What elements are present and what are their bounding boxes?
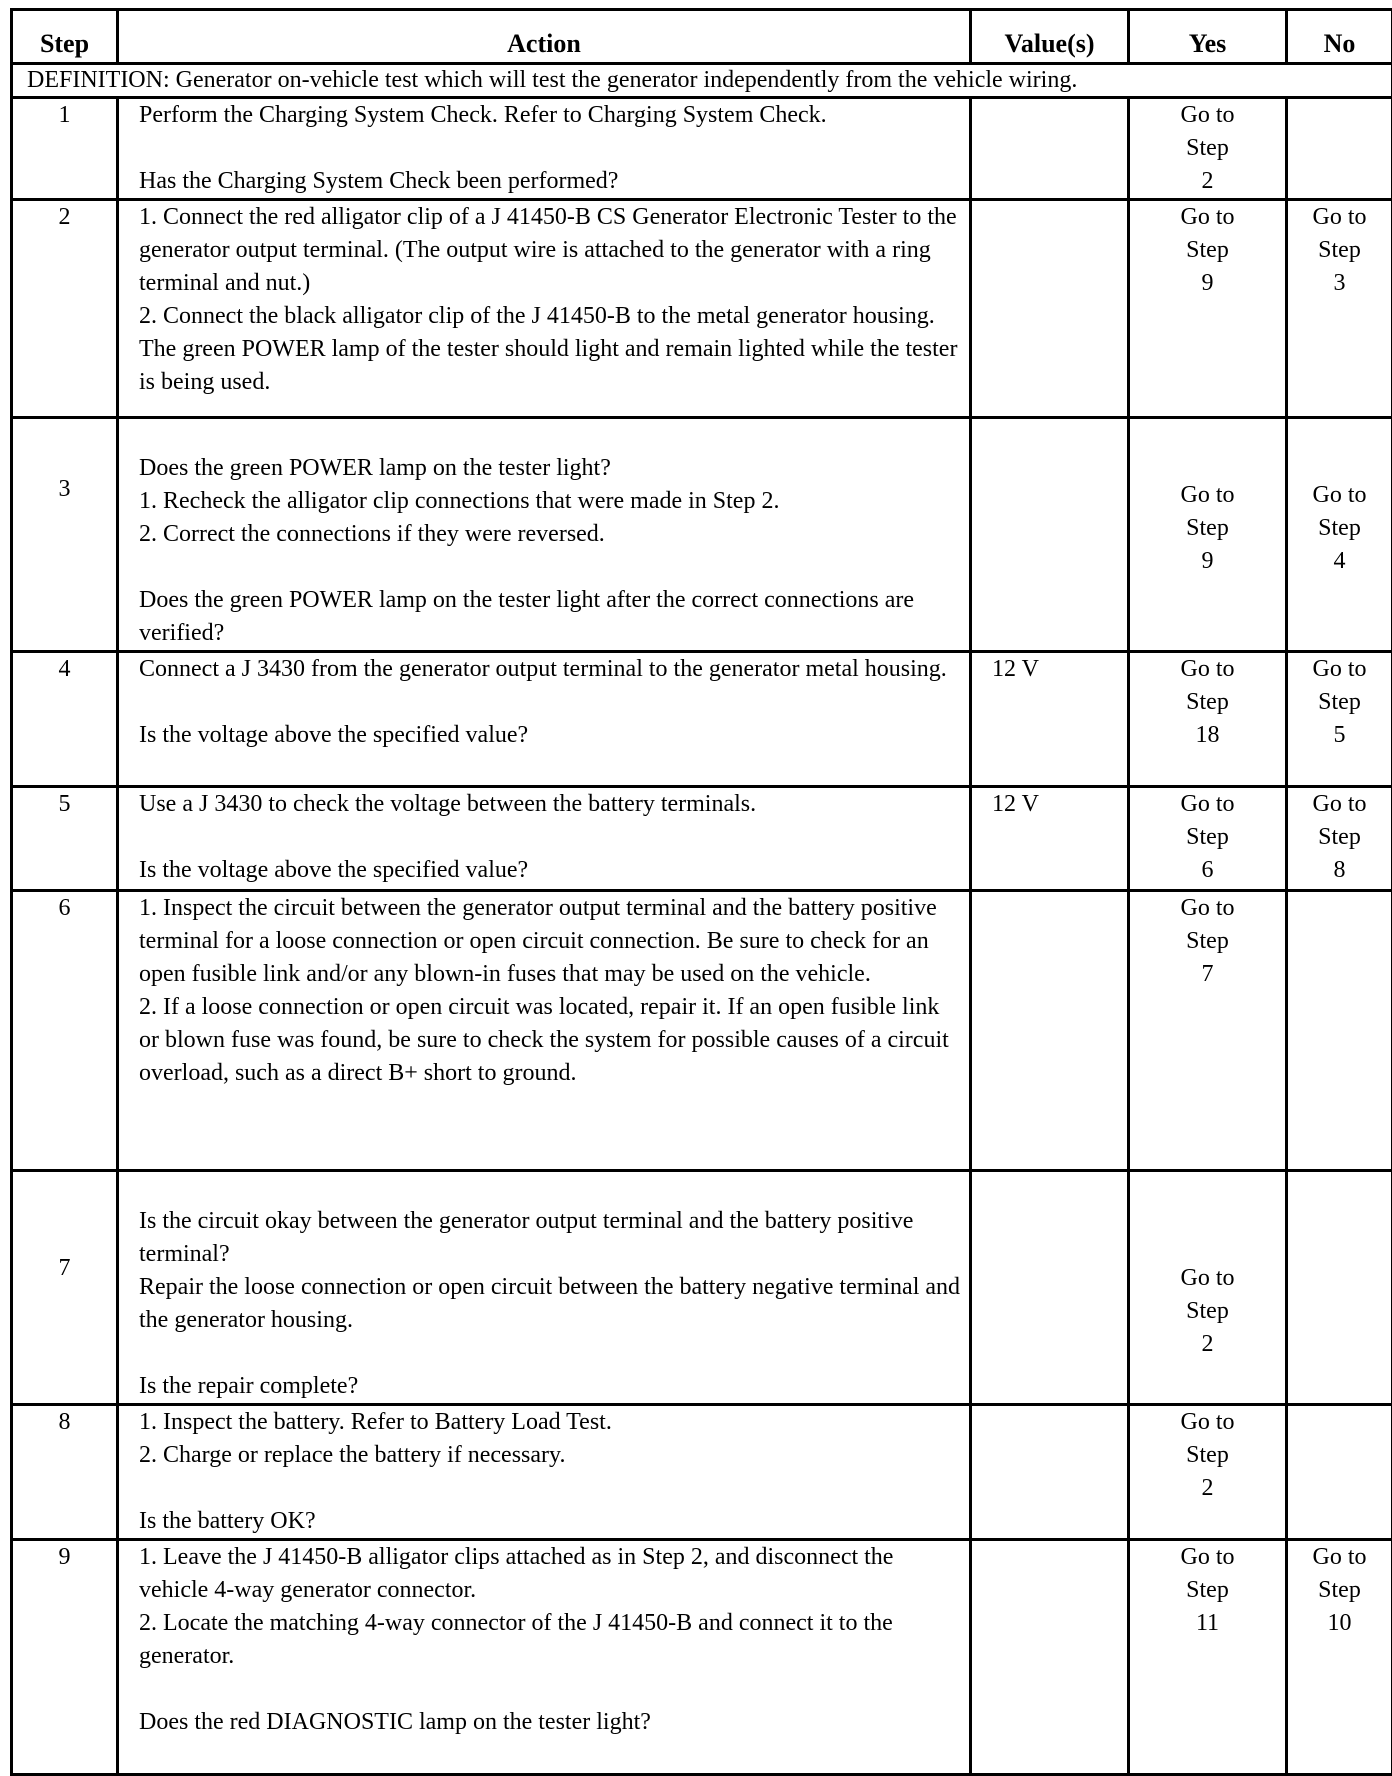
no-cell	[1287, 891, 1392, 1171]
yes-cell: Go to Step 6	[1129, 787, 1287, 891]
action-cell: Use a J 3430 to check the voltage between the battery terminals. Is the voltage above the specified value?	[118, 787, 971, 891]
definition-text: DEFINITION: Generator on-vehicle test which will test the generator independently from the vehicle wiring.	[12, 64, 1392, 98]
no-cell: Go to Step 10	[1287, 1540, 1392, 1775]
table-row	[12, 891, 1392, 1171]
no-cell: Go to Step 5	[1287, 652, 1392, 787]
step-cell: 3	[12, 418, 118, 652]
definition-row	[12, 64, 1392, 98]
no-cell	[1287, 1171, 1392, 1405]
table-row	[12, 652, 1392, 787]
action-cell: Perform the Charging System Check. Refer to Charging System Check. Has the Charging System Check been performed?	[118, 98, 971, 200]
table-row	[12, 1540, 1392, 1775]
value-cell	[971, 98, 1129, 200]
action-cell: Connect a J 3430 from the generator output terminal to the generator metal housing. Is the voltage above the specified value?	[118, 652, 971, 787]
header-step: Step	[12, 10, 118, 64]
diagnostic-table	[10, 8, 1392, 1776]
step-cell: 2	[12, 200, 118, 418]
header-row	[12, 10, 1392, 64]
action-cell: Does the green POWER lamp on the tester light? 1. Recheck the alligator clip connections that were made in Step 2. 2. Correct the connections if they were reversed. Does the green POWER lamp on the tester light after the correct connections are verified?	[118, 418, 971, 652]
no-cell	[1287, 98, 1392, 200]
value-cell	[971, 1405, 1129, 1540]
value-cell	[971, 1171, 1129, 1405]
no-cell: Go to Step 3	[1287, 200, 1392, 418]
value-cell: 12 V	[971, 652, 1129, 787]
value-cell	[971, 418, 1129, 652]
header-action: Action	[118, 10, 971, 64]
action-cell: 1. Inspect the battery. Refer to Battery Load Test. 2. Charge or replace the battery if necessary. Is the battery OK?	[118, 1405, 971, 1540]
yes-cell: Go to Step 18	[1129, 652, 1287, 787]
value-cell	[971, 1540, 1129, 1775]
yes-cell: Go to Step 2	[1129, 1405, 1287, 1540]
value-cell	[971, 891, 1129, 1171]
yes-cell: Go to Step 2	[1129, 98, 1287, 200]
action-cell: Is the circuit okay between the generator output terminal and the battery positive terminal? Repair the loose connection or open circuit between the battery negative terminal and the generator housing. Is the repair complete?	[118, 1171, 971, 1405]
action-cell: 1. Connect the red alligator clip of a J 41450-B CS Generator Electronic Tester to the generator output terminal. (The output wire is attached to the generator with a ring terminal and nut.) 2. Connect the black alligator clip of the J 41450-B to the metal generator housing. The green POWER lamp of the tester should light and remain lighted while the tester is being used.	[118, 200, 971, 418]
header-values: Value(s)	[971, 10, 1129, 64]
table-row	[12, 200, 1392, 418]
yes-cell: Go to Step 2	[1129, 1171, 1287, 1405]
table-row	[12, 1171, 1392, 1405]
step-cell: 5	[12, 787, 118, 891]
action-cell: 1. Leave the J 41450-B alligator clips attached as in Step 2, and disconnect the vehicle 4-way generator connector. 2. Locate the matching 4-way connector of the J 41450-B and connect it to the generator. Does the red DIAGNOSTIC lamp on the tester light?	[118, 1540, 971, 1775]
value-cell: 12 V	[971, 787, 1129, 891]
yes-cell: Go to Step 9	[1129, 418, 1287, 652]
step-cell: 1	[12, 98, 118, 200]
step-cell: 4	[12, 652, 118, 787]
yes-cell: Go to Step 11	[1129, 1540, 1287, 1775]
yes-cell: Go to Step 9	[1129, 200, 1287, 418]
table-row	[12, 418, 1392, 652]
step-cell: 8	[12, 1405, 118, 1540]
header-yes: Yes	[1129, 10, 1287, 64]
yes-cell: Go to Step 7	[1129, 891, 1287, 1171]
header-no: No	[1287, 10, 1392, 64]
table-row	[12, 98, 1392, 200]
step-cell: 7	[12, 1171, 118, 1405]
table-row	[12, 787, 1392, 891]
action-cell: 1. Inspect the circuit between the generator output terminal and the battery positive terminal for a loose connection or open circuit connection. Be sure to check for an open fusible link and/or any blown-in fuses that may be used on the vehicle. 2. If a loose connection or open circuit was located, repair it. If an open fusible link or blown fuse was found, be sure to check the system for possible causes of a circuit overload, such as a direct B+ short to ground.	[118, 891, 971, 1171]
step-cell: 9	[12, 1540, 118, 1775]
no-cell: Go to Step 4	[1287, 418, 1392, 652]
value-cell	[971, 200, 1129, 418]
table-row	[12, 1405, 1392, 1540]
no-cell: Go to Step 8	[1287, 787, 1392, 891]
no-cell	[1287, 1405, 1392, 1540]
step-cell: 6	[12, 891, 118, 1171]
